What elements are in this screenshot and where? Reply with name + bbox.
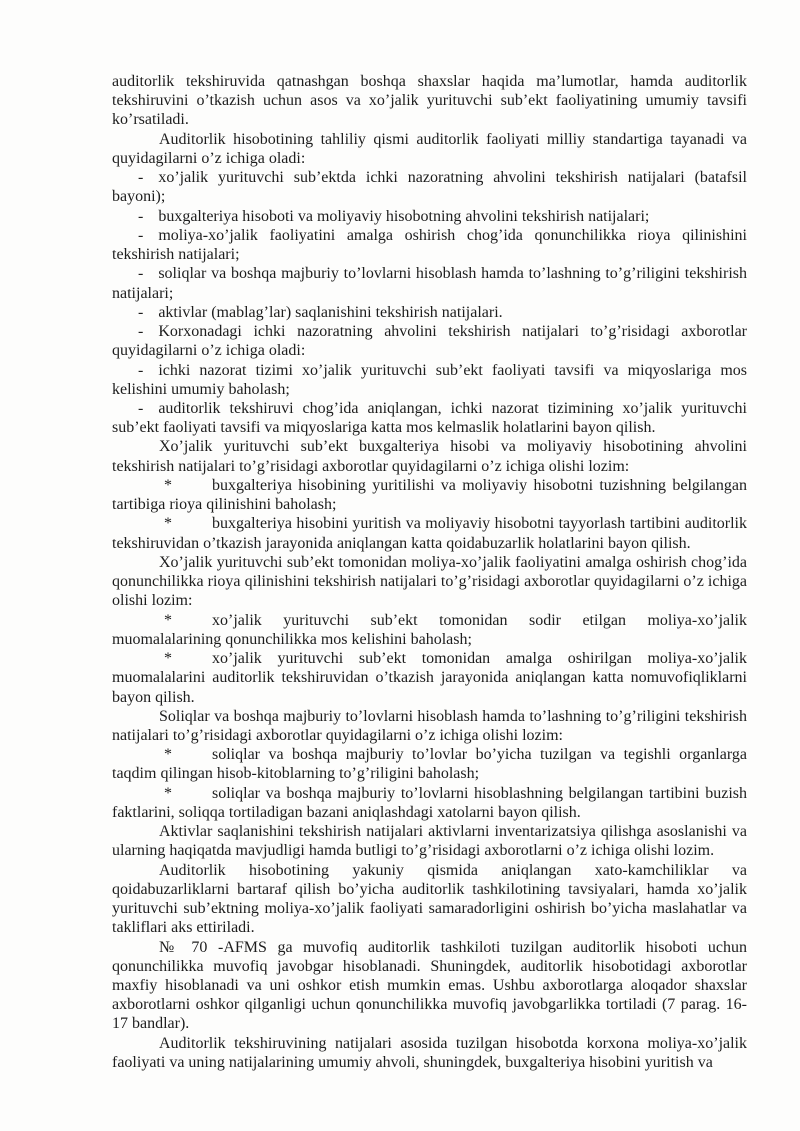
paragraph — [112, 399, 747, 437]
asterisk-marker: * — [164, 476, 172, 494]
paragraph-text: ichki nazorat tizimi xo’jalik yurituvchi sub’ekt faoliyati tavsifi va miqyoslariga mos kelishini umumiy baholash; — [112, 361, 747, 398]
paragraph — [112, 784, 747, 822]
paragraph — [112, 207, 747, 226]
paragraph-text: aktivlar (mablag’lar) saqlanishini tekshirish natijalari. — [158, 303, 503, 321]
paragraph: Xo’jalik yurituvchi sub’ekt tomonidan moliya-xo’jalik faoliyatini amalga oshirish chog’ida qonunchilikka rioya qilinishini tekshirish natijalari to’g’risidagi axborotlar quyidagilarni o’z ichiga olishi lozim: — [112, 553, 747, 610]
paragraph — [112, 264, 747, 302]
paragraph-text: xo’jalik yurituvchi sub’ekt tomonidan sodir etilgan moliya-xo’jalik muomalalarining qonunchilikka mos kelishini baholash; — [112, 611, 747, 648]
paragraph-text: Korxonadagi ichki nazoratning ahvolini tekshirish natijalari to’g’risidagi axborotlar quyidagilarni o’z ichiga oladi: — [112, 323, 747, 360]
asterisk-marker: * — [164, 515, 172, 533]
paragraph-text: moliya-xo’jalik faoliyatini amalga oshirish chog’ida qonunchilikka rioya qilinishini tekshirish natijalari; — [112, 226, 747, 264]
asterisk-marker: * — [164, 650, 172, 668]
paragraph — [112, 322, 747, 360]
dash-marker: - — [138, 361, 144, 379]
paragraph: Aktivlar saqlanishini tekshirish natijalari aktivlarni inventarizatsiya qilishga asoslanishi va ularning haqiqatda mavjudligi hamda butligi to’g’risidagi axborotlarni o’z ichiga olishi lozim. — [112, 823, 747, 860]
paragraph: Auditorlik hisobotining tahliliy qismi auditorlik faoliyati milliy standartiga tayanadi va quyidagilarni o’z ichiga oladi: — [112, 130, 747, 167]
paragraph — [112, 649, 747, 707]
paragraph-text: soliqlar va boshqa majburiy to’lovlarni hisoblashning belgilangan tartibini buzish faktlarini, soliqqa tortiladigan bazani aniqlashdagi xatolarni bayon qilish. — [112, 784, 747, 821]
paragraph-text: auditorlik tekshiruvi chog’ida aniqlangan, ichki nazorat tizimining xo’jalik yurituvchi sub’ekt faoliyati tavsifi va miqyoslariga katta mos kelmaslik holatlarini bayon qilish. — [112, 399, 747, 437]
paragraph — [112, 303, 747, 322]
paragraph — [112, 168, 747, 206]
paragraph-text: soliqlar va boshqa majburiy to’lovlar bo’yicha tuzilgan va tegishli organlarga taqdim qilingan hisob-kitoblarning to’g’riligini baholash; — [112, 746, 747, 783]
paragraph-text: buxgalteriya hisoboti va moliyaviy hisobotning ahvolini tekshirish natijalari; — [158, 207, 650, 225]
dash-marker: - — [138, 303, 144, 321]
paragraph: Auditorlik hisobotining yakuniy qismida aniqlangan xato-kamchiliklar va qoidabuzarliklarni bartaraf qilish bo’yicha auditorlik tashkilotining tavsiyalari, hamda xo’jalik yurituvchi sub’ektning moliya-xo’jalik faoliyati samaradorligini oshirish bo’yicha maslahatlar va takliflari aks ettiriladi. — [112, 861, 747, 937]
paragraph — [112, 476, 747, 514]
paragraph — [112, 226, 747, 264]
paragraph-text: soliqlar va boshqa majburiy to’lovlarni hisoblash hamda to’lashning to’g’riligini tekshirish natijalari; — [112, 265, 747, 302]
dash-marker: - — [138, 207, 144, 225]
paragraph-text: xo’jalik yurituvchi sub’ektda ichki nazoratning ahvolini tekshirish natijalari (batafsil bayoni); — [112, 169, 747, 206]
dash-marker: - — [138, 226, 144, 244]
paragraph: № 70 -AFMS ga muvofiq auditorlik tashkiloti tuzilgan auditorlik hisoboti uchun qonunchilikka muvofiq javobgar hisoblanadi. Shuningdek, auditorlik hisobotidagi axborotlar maxfiy hisoblanadi va uni oshkor etish mumkin emas. Ushbu axborotlarga aloqador shaxslar axborotlarni oshkor qilganligi uchun qonunchilikka muvofiq javobgarlikka tortiladi (7 parag. 16-17 bandlar). — [112, 938, 747, 1033]
paragraph — [112, 361, 747, 399]
asterisk-marker: * — [164, 784, 172, 802]
paragraph: auditorlik tekshiruvida qatnashgan boshqa shaxslar haqida ma’lumotlar, hamda auditorlik tekshiruvini o’tkazish uchun asos va xo’jalik yurituvchi sub’ekt faoliyatining umumiy tavsifi ko’rsatiladi. — [112, 73, 747, 129]
text-block — [112, 72, 747, 1072]
paragraph — [112, 611, 747, 649]
paragraph — [112, 745, 747, 783]
paragraph-text: xo’jalik yurituvchi sub’ekt tomonidan amalga oshirilgan moliya-xo’jalik muomalalarini auditorlik tekshiruvidan o’tkazish jarayonida aniqlangan katta nomuvofiqliklarni bayon qilish. — [112, 650, 747, 706]
dash-marker: - — [138, 169, 144, 187]
dash-marker: - — [138, 323, 144, 341]
dash-marker: - — [138, 265, 144, 283]
asterisk-marker: * — [164, 746, 172, 764]
paragraph — [112, 514, 747, 552]
paragraph: Xo’jalik yurituvchi sub’ekt buxgalteriya hisobi va moliyaviy hisobotining ahvolini tekshirish natijalari to’g’risidagi axborotlar quyidagilarni o’z ichiga olishi lozim: — [112, 438, 747, 475]
paragraph: Auditorlik tekshiruvining natijalari asosida tuzilgan hisobotda korxona moliya-xo’jalik faoliyati va uning natijalarining umumiy ahvoli, shuningdek, buxgalteriya hisobini yuritish va — [112, 1034, 747, 1071]
asterisk-marker: * — [164, 611, 172, 629]
paragraph-text: buxgalteriya hisobini yuritish va moliyaviy hisobotni tayyorlash tartibini auditorlik tekshiruvidan o’tkazish jarayonida aniqlangan katta qoidabuzarlik holatlarini bayon qilish. — [112, 515, 747, 552]
paragraph-text: buxgalteriya hisobining yuritilishi va moliyaviy hisobotni tuzishning belgilangan tartibiga rioya qilinishini baholash; — [112, 476, 747, 514]
paragraph: Soliqlar va boshqa majburiy to’lovlarni hisoblash hamda to’lashning to’g’riligini tekshirish natijalari to’g’risidagi axborotlar quyidagilarni o’z ichiga olishi lozim: — [112, 707, 747, 744]
dash-marker: - — [138, 399, 144, 417]
